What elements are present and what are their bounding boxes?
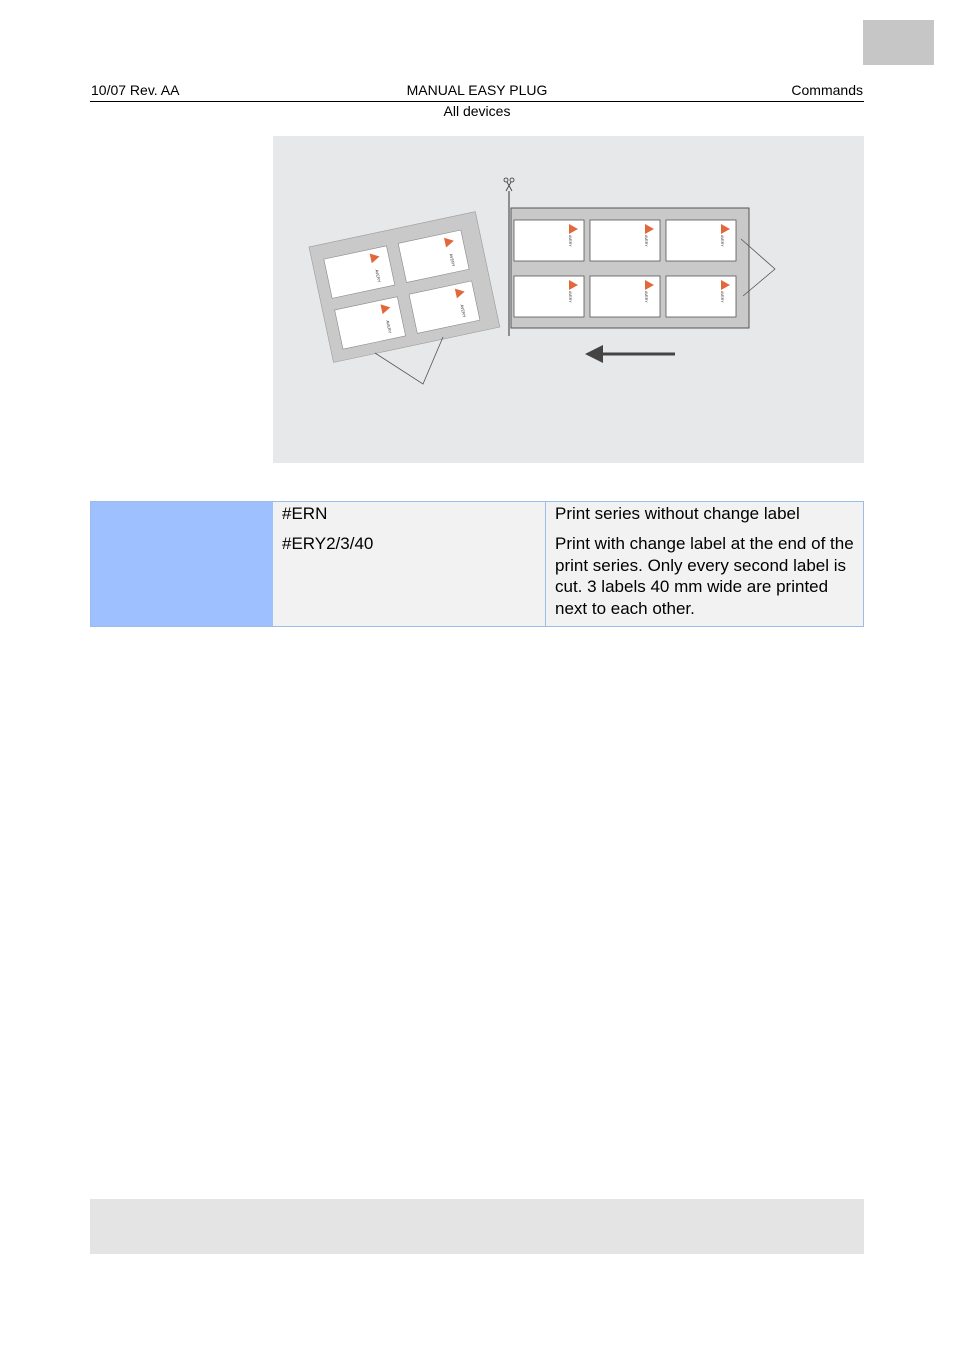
- description-ern: Print series without change label: [555, 504, 800, 523]
- cut-label-sheet: [309, 212, 500, 363]
- strip-label: [666, 220, 736, 261]
- strip-label: [590, 276, 660, 317]
- command-table: [90, 501, 864, 627]
- header-revision: 10/07 Rev. AA: [91, 82, 180, 98]
- brand-text-2: AVERY: [448, 253, 457, 268]
- svg-text:AVERY: [720, 235, 724, 247]
- svg-text:AVERY: [644, 291, 648, 303]
- svg-text:AVERY: [720, 291, 724, 303]
- brand-text-6: AVERY: [644, 235, 648, 247]
- brand-text-8: AVERY: [568, 291, 572, 303]
- brand-text-5: AVERY: [568, 235, 572, 247]
- brand-text-4: AVERY: [459, 303, 467, 318]
- brand-text-9: AVERY: [644, 291, 648, 303]
- column-divider: [545, 502, 546, 626]
- description-ery: Print with change label at the end of the print series. Only every second label is cut. 3 labels 40 mm wide are printed next to each other.: [555, 534, 854, 618]
- label-strip: [511, 208, 749, 328]
- strip-label: [590, 220, 660, 261]
- feed-direction-arrow: [585, 345, 675, 363]
- svg-text:AVERY: [644, 235, 648, 247]
- brand-text-1: AVERY: [374, 268, 382, 283]
- header-rule: [90, 101, 864, 102]
- label-cutting-figure: [273, 136, 864, 463]
- strip-label: [514, 276, 584, 317]
- svg-text:AVERY: [568, 291, 572, 303]
- header-title: MANUAL EASY PLUG: [406, 82, 548, 98]
- scissors-icon: [504, 178, 514, 191]
- brand-text-7: AVERY: [720, 235, 724, 247]
- header-subtitle: All devices: [443, 103, 511, 119]
- strip-label: [666, 276, 736, 317]
- brand-text-3: AVERY: [385, 319, 393, 334]
- chapter-tab: [863, 20, 934, 65]
- header-section: Commands: [791, 82, 863, 98]
- command-ern: #ERN: [282, 504, 328, 523]
- command-ery: #ERY2/3/40: [282, 534, 374, 553]
- footer-bar: [90, 1199, 864, 1254]
- svg-text:AVERY: [568, 235, 572, 247]
- strip-label: [514, 220, 584, 261]
- brand-text-10: AVERY: [720, 291, 724, 303]
- command-table-label-column: [91, 502, 273, 626]
